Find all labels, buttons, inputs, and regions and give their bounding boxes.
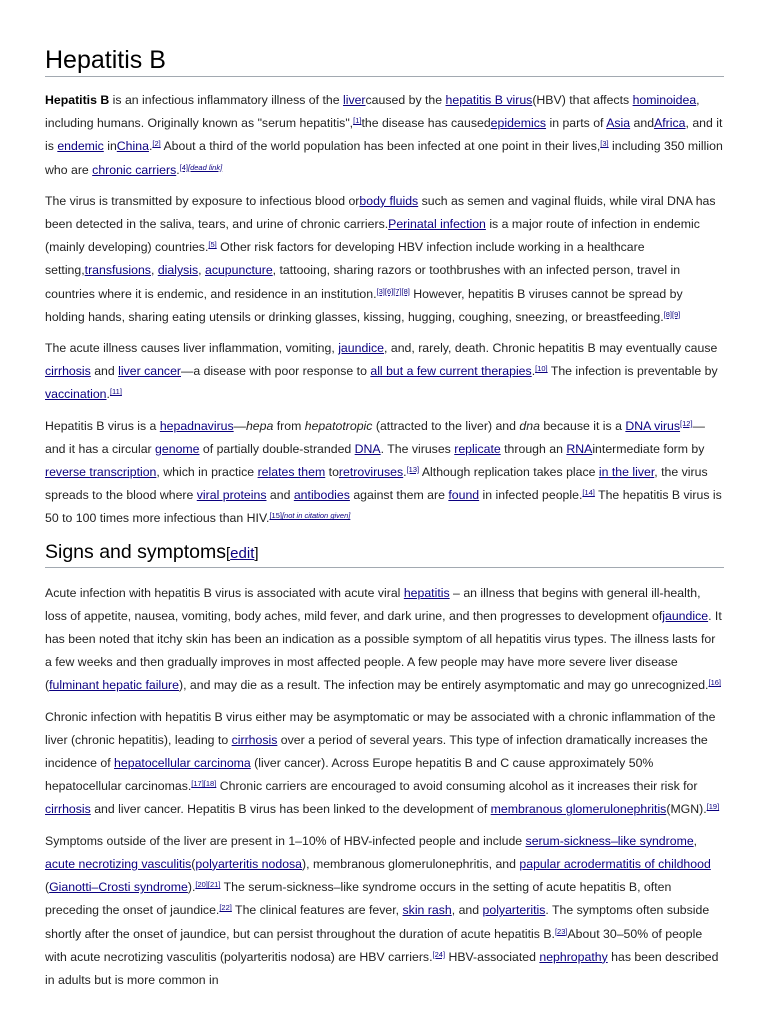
citation-link[interactable]: [4]: [179, 162, 188, 172]
text-run: including 350 million who are: [45, 139, 723, 177]
edit-bracket-open: [: [226, 544, 231, 562]
wiki-link[interactable]: jaundice: [338, 341, 385, 356]
text-run: .: [531, 364, 536, 379]
text-run: caused by the: [365, 93, 446, 107]
text-run: The acute illness causes liver inflammation, vomiting,: [45, 341, 339, 356]
page-title: Hepatitis B: [45, 44, 724, 77]
text-run: Acute infection with hepatitis B virus is associated with acute viral: [45, 585, 404, 600]
citation-link[interactable]: [14]: [582, 488, 595, 498]
text-run: in infected people.: [479, 488, 583, 503]
wiki-link[interactable]: Africa: [654, 116, 686, 131]
wiki-link[interactable]: DNA virus: [625, 418, 681, 433]
text-run: such as semen and vaginal fluids, while viral DNA has been detected in the saliva, tears, and urine of chronic carriers.: [45, 193, 716, 232]
citation-note-link[interactable]: [dead link]: [188, 162, 223, 172]
wiki-link[interactable]: polyarteritis nodosa: [195, 856, 303, 871]
text-run: ), and may die as a result. The infection may be entirely asymptomatic and may go unrecognized.: [178, 678, 709, 693]
text-run: , which in practice: [156, 465, 258, 480]
citation: [180, 163, 188, 172]
text-run: of partially double-stranded: [199, 441, 355, 456]
wiki-link[interactable]: liver cancer: [118, 364, 182, 379]
citation-link[interactable]: [5]: [208, 240, 217, 250]
text-run: The hepatitis B virus is 50 to 100 times more infectious than HIV.: [45, 488, 722, 526]
wiki-link[interactable]: jaundice: [662, 608, 709, 623]
italic-term: dna: [519, 418, 540, 433]
wiki-link[interactable]: genome: [155, 441, 200, 456]
citation-link[interactable]: [16]: [708, 678, 721, 688]
citation: [708, 678, 721, 687]
citation-link[interactable]: [8][9]: [663, 309, 681, 319]
wiki-link[interactable]: hepatitis B virus: [445, 93, 533, 107]
citation-link[interactable]: [3][6][7][8]: [376, 286, 410, 296]
intro-paragraph-4: [45, 415, 724, 531]
text-run: in parts of: [546, 116, 607, 131]
text-run: , and: [451, 903, 483, 918]
text-run: over a period of several years. This type of infection dramatically increases the incidence of: [45, 732, 708, 771]
bold-term: Hepatitis B: [45, 93, 110, 107]
citation: [219, 903, 232, 912]
citation-link[interactable]: [24]: [432, 949, 446, 959]
wiki-link[interactable]: found: [448, 488, 480, 503]
text-run: ,: [150, 263, 158, 278]
text-run: intermediate form by: [592, 441, 705, 456]
wiki-link[interactable]: Perinatal infection: [388, 217, 486, 232]
citation: [191, 779, 216, 788]
wiki-link[interactable]: skin rash: [402, 903, 452, 918]
wiki-link[interactable]: endemic: [57, 139, 104, 154]
citation: [664, 310, 681, 319]
wiki-link[interactable]: retroviruses: [338, 465, 404, 480]
citation-link[interactable]: [22]: [219, 903, 232, 913]
wiki-link[interactable]: cirrhosis: [45, 364, 91, 379]
citation-link[interactable]: [23]: [554, 926, 568, 936]
citation-link[interactable]: [11]: [109, 387, 122, 397]
text-run: .: [403, 465, 407, 480]
wiki-link[interactable]: serum-sickness–like syndrome: [525, 833, 694, 848]
wiki-link[interactable]: cirrhosis: [45, 802, 91, 817]
text-run: and liver cancer. Hepatitis B virus has been linked to the development of: [90, 802, 491, 817]
wiki-link[interactable]: DNA: [354, 441, 381, 456]
wiki-link[interactable]: hominoidea: [632, 93, 697, 107]
wiki-link[interactable]: hepadnavirus: [159, 418, 234, 433]
text-run: in: [103, 139, 117, 154]
citation-note: [188, 163, 222, 172]
wiki-link[interactable]: dialysis: [157, 263, 199, 278]
symptoms-paragraph-1: [45, 582, 724, 698]
text-run: —: [233, 418, 246, 433]
text-run: is an infectious inflammatory illness of the: [109, 93, 343, 107]
text-run: , tattooing, sharing razors or toothbrushes with an infected person, travel in countries where it is endemic, and residence in an institution.: [45, 263, 681, 301]
citation-link[interactable]: [20][21]: [195, 880, 221, 890]
text-run: HBV-associated: [445, 949, 540, 964]
citation-note-link[interactable]: [not in citation given]: [281, 511, 351, 521]
text-run: , including humans. Originally known as "serum hepatitis",: [45, 93, 700, 131]
citation: [110, 387, 122, 396]
wiki-link[interactable]: relates them: [257, 465, 326, 480]
text-run: from: [273, 418, 305, 433]
wiki-link[interactable]: vaccination: [45, 387, 107, 402]
text-run: . It has been noted that itchy skin has been an indication as a possible symptom of all hepatitis virus types. The illness lasts for a few weeks and then gradually improves in most affected people. A few people may have more severe liver disease (: [45, 608, 722, 693]
wiki-link[interactable]: China: [116, 139, 149, 154]
text-run: against them are: [349, 488, 449, 503]
symptoms-paragraph-3: [45, 830, 724, 992]
wiki-link[interactable]: in the liver: [598, 465, 655, 480]
citation: [707, 802, 720, 811]
edit-bracket-close: ]: [254, 544, 259, 562]
citation-link[interactable]: [15]: [269, 511, 282, 521]
text-run: Hepatitis B virus is a: [45, 418, 160, 433]
text-run: , the virus spreads to the blood where: [45, 465, 708, 503]
intro-paragraph-3: [45, 337, 724, 407]
wiki-link[interactable]: cirrhosis: [231, 732, 278, 747]
text-run: Chronic carriers are encouraged to avoid consuming alcohol as it increases their risk for: [216, 779, 698, 794]
citation: [208, 240, 216, 249]
text-run: (MGN).: [666, 802, 707, 817]
text-run: Although replication takes place: [419, 465, 599, 480]
wiki-link[interactable]: epidemics: [490, 116, 547, 131]
text-run: , and it is: [45, 116, 723, 154]
text-run: The infection is preventable by: [547, 364, 718, 379]
text-run: (HBV) that affects: [532, 93, 633, 107]
wiki-link[interactable]: transfusions: [84, 263, 151, 278]
text-run: The virus is transmitted by exposure to infectious blood or: [45, 193, 360, 208]
text-run: .: [176, 162, 180, 177]
wiki-link[interactable]: acute necrotizing vasculitis: [45, 856, 192, 871]
text-run: – an illness that begins with general ill-health, loss of appetite, nausea, vomiting, body aches, mild fever, and dark urine, and then progresses to development of: [45, 585, 701, 623]
wiki-link[interactable]: antibodies: [293, 488, 350, 503]
text-run: . The symptoms often subside shortly after the onset of jaundice, but can persist throughout the duration of acute hepatitis B.: [45, 903, 710, 941]
wiki-link[interactable]: hepatocellular carcinoma: [114, 756, 251, 771]
symptoms-paragraph-2: [45, 706, 724, 822]
text-run: and: [630, 116, 655, 131]
citation-link[interactable]: [17][18]: [191, 779, 217, 789]
citation: [535, 364, 548, 373]
text-run: However, hepatitis B viruses cannot be spread by holding hands, sharing eating utensils or drinking glasses, kissing, hugging, coughing, sneezing, or breastfeeding.: [45, 286, 683, 324]
citation-link[interactable]: [3]: [600, 139, 609, 149]
wiki-link[interactable]: nephropathy: [539, 949, 608, 964]
wiki-link[interactable]: papular acrodermatitis of childhood: [519, 856, 711, 871]
text-run: About a third of the world population has been infected at one point in their lives,: [160, 139, 601, 154]
citation-link[interactable]: [1]: [353, 116, 362, 126]
text-run: .: [148, 139, 153, 154]
wiki-link[interactable]: acupuncture: [204, 263, 273, 278]
text-run: Chronic infection with hepatitis B virus either may be asymptomatic or may be associated with a chronic inflammation of the liver (chronic hepatitis), leading to: [45, 709, 716, 747]
intro-paragraph-2: [45, 190, 724, 329]
edit-section: [226, 545, 259, 562]
citation: [680, 419, 693, 428]
text-run: to: [325, 465, 339, 480]
citation: [377, 287, 410, 296]
text-run: (liver cancer). Across Europe hepatitis B and C cause approximately 50% hepatocellular carcinomas.: [45, 756, 654, 794]
wiki-link[interactable]: all but a few current therapies: [370, 364, 532, 379]
wiki-link[interactable]: hepatitis: [403, 585, 450, 600]
wiki-link[interactable]: fulminant hepatic failure: [49, 678, 179, 693]
intro-paragraph-1: [45, 89, 724, 182]
text-run: , and, rarely, death. Chronic hepatitis B may eventually cause: [384, 341, 718, 356]
text-run: The clinical features are fever,: [231, 903, 403, 918]
citation: [195, 880, 220, 889]
wiki-link[interactable]: membranous glomerulonephritis: [490, 802, 667, 817]
wiki-link[interactable]: Gianotti–Crosti syndrome: [49, 880, 188, 895]
text-run: and: [266, 488, 294, 503]
citation: [269, 511, 282, 520]
wiki-link[interactable]: chronic carriers: [92, 162, 177, 177]
text-run: ), membranous glomerulonephritis, and: [302, 856, 520, 871]
section-heading-text: Signs and symptoms: [45, 540, 226, 563]
text-run: ).: [187, 880, 196, 895]
text-run: ,: [693, 833, 698, 848]
citation: [582, 488, 595, 497]
text-run: because it is a: [539, 418, 626, 433]
citation-link[interactable]: [12]: [680, 418, 693, 428]
text-run: Other risk factors for developing HBV infection include working in a healthcare setting,: [45, 240, 645, 278]
citation: [433, 950, 446, 959]
citation: [152, 139, 160, 148]
text-run: .: [106, 387, 110, 402]
italic-term: hepatotropic: [304, 418, 373, 433]
italic-term: hepa: [245, 418, 274, 433]
text-run: (attracted to the liver) and: [372, 418, 520, 433]
text-run: Symptoms outside of the liver are present in 1–10% of HBV-infected people and include: [45, 833, 526, 848]
citation: [407, 465, 420, 474]
text-run: is a major route of infection in endemic (mainly developing) countries.: [45, 217, 700, 255]
wiki-link[interactable]: viral proteins: [196, 488, 267, 503]
text-run: the disease has caused: [361, 116, 491, 131]
citation-link[interactable]: [19]: [706, 802, 720, 812]
citation-link[interactable]: [2]: [152, 139, 161, 149]
citation-link[interactable]: [10]: [535, 364, 548, 374]
text-run: ,: [198, 263, 205, 278]
citation: [555, 927, 568, 936]
wiki-link[interactable]: liver: [342, 93, 366, 107]
citation-note: [282, 511, 350, 520]
text-run: About 30–50% of people with acute necrotizing vasculitis (polyarteritis nodosa) are HBV carriers.: [45, 926, 703, 964]
citation: [600, 139, 608, 148]
text-run: —and it has a circular: [45, 418, 705, 456]
text-run: through an: [500, 441, 567, 456]
section-heading-signs-and-symptoms: [45, 539, 724, 568]
wiki-link[interactable]: replicate: [454, 441, 501, 456]
edit-link[interactable]: edit: [230, 544, 255, 562]
text-run: and: [90, 364, 119, 379]
wiki-link[interactable]: reverse transcription: [45, 465, 157, 480]
text-run: —a disease with poor response to: [181, 364, 371, 379]
wiki-link[interactable]: RNA: [566, 441, 593, 456]
text-run: has been described in adults but is more common in: [45, 949, 719, 987]
citation-link[interactable]: [13]: [406, 465, 420, 475]
wiki-link[interactable]: body fluids: [359, 193, 419, 208]
text-run: (: [45, 880, 50, 895]
text-run: . The viruses: [380, 441, 455, 456]
text-run: The serum-sickness–like syndrome occurs in the setting of acute hepatitis B, often preceding the onset of jaundice.: [45, 880, 672, 918]
wiki-link[interactable]: polyarteritis: [482, 903, 546, 918]
wiki-link[interactable]: Asia: [606, 116, 631, 131]
text-run: (: [191, 856, 196, 871]
